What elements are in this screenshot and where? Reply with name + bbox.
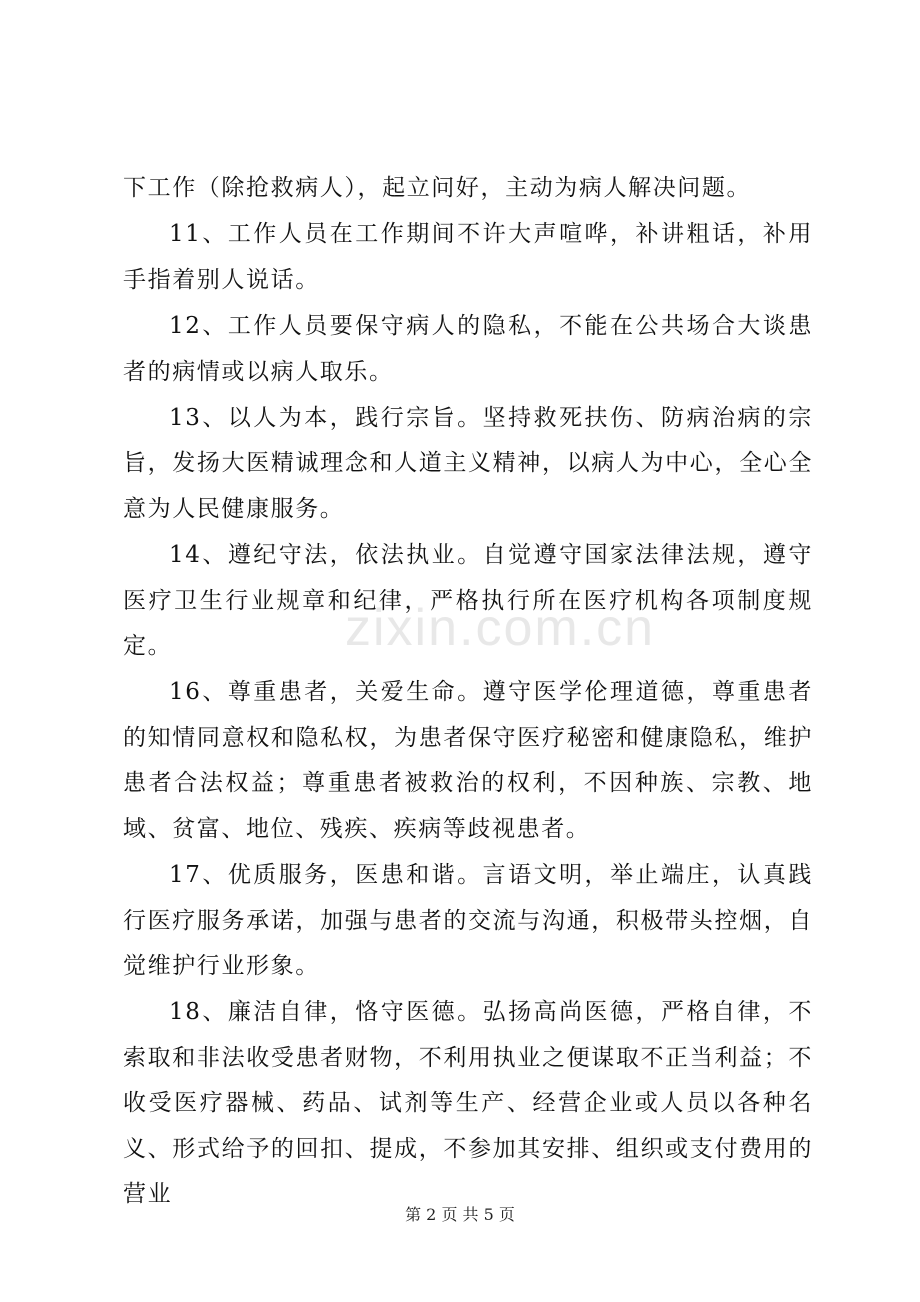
paragraph-item-18: 18、廉洁自律，恪守医德。弘扬高尚医德，严格自律，不索取和非法收受患者财物，不利用执业之便谋取不正当利益；不收受医疗器械、药品、试剂等生产、经营企业或人员以各种名义、形式给予的回扣、提成，不参加其安排、组织或支付费用的营业 [123, 999, 813, 1207]
page-number-footer: 第 2 页 共 5 页 [405, 1205, 515, 1224]
paragraph-item-12: 12、工作人员要保守病人的隐私，不能在公共场合大谈患者的病情或以病人取乐。 [123, 313, 813, 385]
document-body [123, 166, 813, 1218]
paragraph-item-14: 14、遵纪守法，依法执业。自觉遵守国家法律法规，遵守医疗卫生行业规章和纪律，严格执行所在医疗机构各项制度规定。 [123, 542, 813, 660]
paragraph-item-17: 17、优质服务，医患和谐。言语文明，举止端庄，认真践行医疗服务承诺，加强与患者的交流与沟通，积极带头控烟，自觉维护行业形象。 [123, 862, 813, 979]
paragraph-item-11: 11、工作人员在工作期间不许大声喧哗，补讲粗话，补用手指着别人说话。 [123, 221, 813, 293]
watermark: zixin.com.cn [345, 599, 656, 657]
paragraph-item-13: 13、以人为本，践行宗旨。坚持救死扶伤、防病治病的宗旨，发扬大医精诚理念和人道主义精神，以病人为中心，全心全意为人民健康服务。 [123, 405, 813, 522]
paragraph-continuation: 下工作（除抢救病人），起立问好，主动为病人解决问题。 [123, 175, 752, 201]
paragraph-item-16: 16、尊重患者，关爱生命。遵守医学伦理道德，尊重患者的知情同意权和隐私权，为患者保守医疗秘密和健康隐私，维护患者合法权益；尊重患者被救治的权利，不因种族、宗教、地域、贫富、地位、残疾、疾病等歧视患者。 [123, 679, 813, 842]
